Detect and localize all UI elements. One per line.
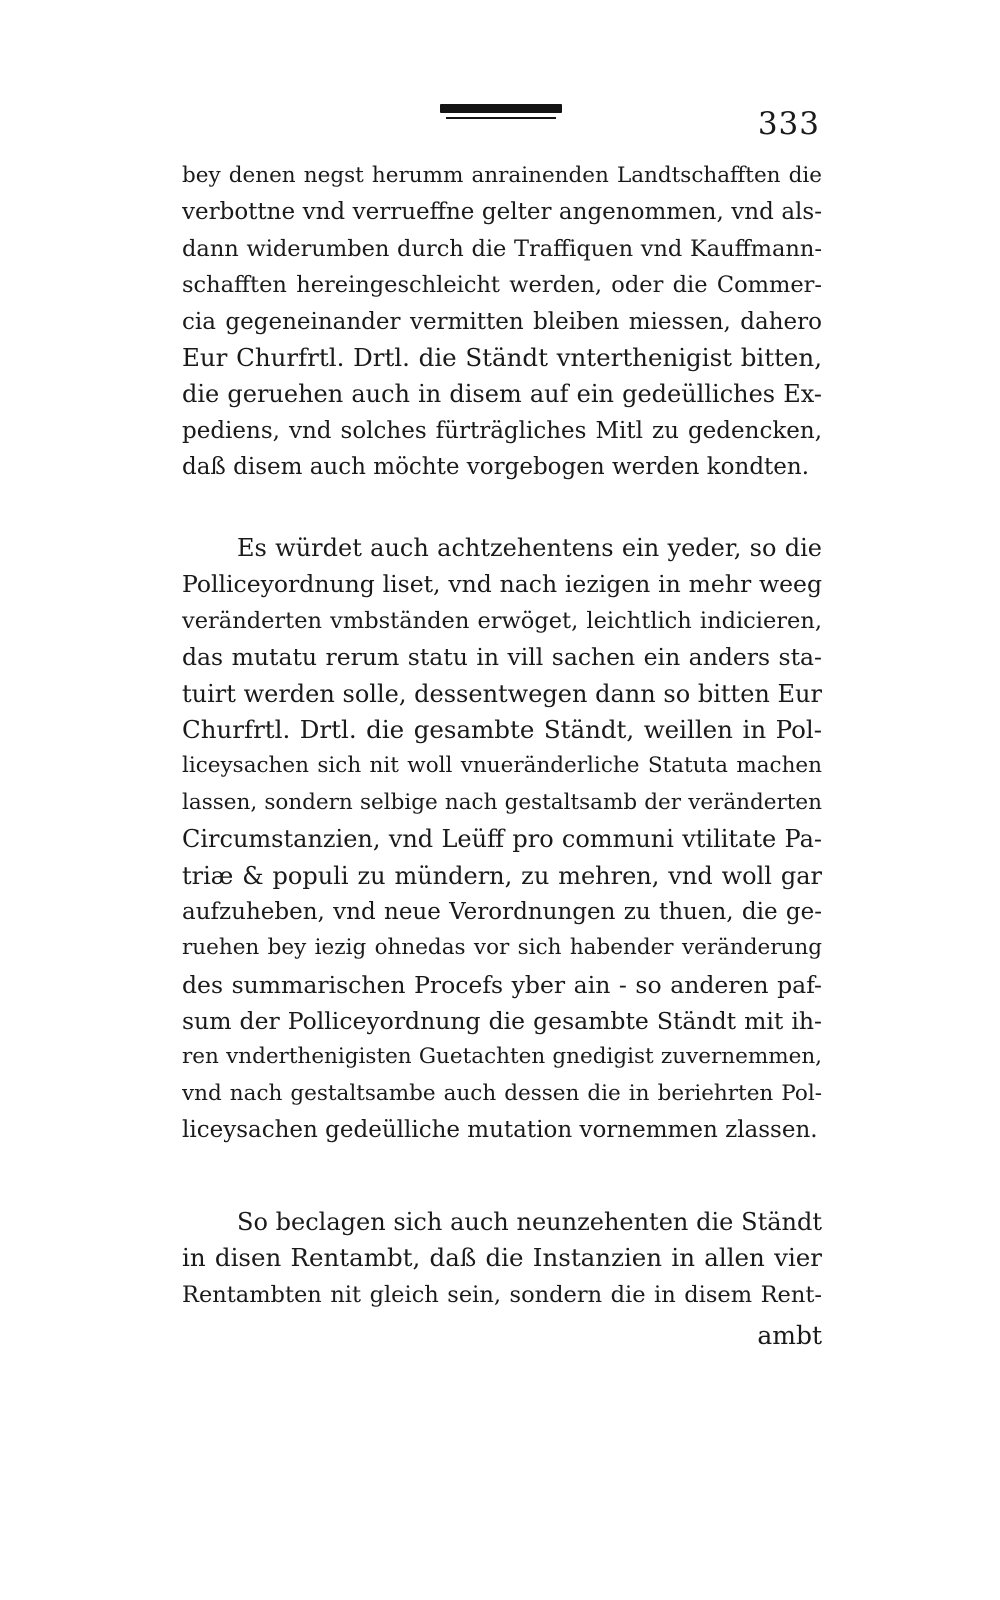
text-line: Polliceyordnung liset, vnd nach iezigen in mehr weeg — [182, 570, 822, 599]
paragraph-3 — [182, 1204, 822, 1313]
text-line: liceysachen sich nit woll vnueränderliche Statuta machen — [182, 753, 822, 779]
text-line: das mutatu rerum statu in vill sachen ein anders sta- — [182, 643, 822, 672]
page-number: 333 — [757, 106, 820, 142]
text-line: schafften hereingeschleicht werden, oder die Commer- — [182, 272, 822, 299]
text-line: pediens, vnd solches fürträgliches Mitl zu gedencken, — [182, 417, 822, 444]
text-line: Eur Churfrtl. Drtl. die Ständt vnterthenigist bitten, — [182, 342, 822, 372]
text-line: sum der Polliceyordnung die gesambte Ständt mit ih- — [182, 1007, 822, 1036]
text-line: Es würdet auch achtzehentens ein yeder, so die — [237, 534, 822, 562]
text-line: vnd nach gestaltsambe auch dessen die in beriehrten Pol- — [182, 1080, 822, 1106]
text-line: in disen Rentambt, daß die Instanzien in allen vier — [182, 1243, 822, 1273]
paragraph-1 — [182, 158, 822, 486]
text-line: tuirt werden solle, dessentwegen dann so bitten Eur — [182, 679, 822, 708]
text-line: die geruehen auch in disem auf ein gedeülliches Ex- — [182, 380, 822, 409]
catchword: ambt — [757, 1321, 822, 1350]
text-line: Rentambten nit gleich sein, sondern die in disem Rent- — [182, 1281, 822, 1308]
text-line: lassen, sondern selbige nach gestaltsamb der veränderten — [182, 789, 822, 815]
text-line: veränderten vmbständen erwöget, leichtlich indicieren, — [182, 607, 822, 634]
text-line: triæ & populi zu mündern, zu mehren, vnd woll gar — [182, 861, 822, 890]
text-line: ren vnderthenigisten Guetachten gnedigist zuvernemmen, — [182, 1044, 822, 1070]
text-line: des summarischen Procefs yber ain - so anderen paf- — [182, 970, 822, 999]
text-line: bey denen negst herumm anrainenden Landtschafften die — [182, 163, 822, 188]
text-line: So beclagen sich auch neunzehenten die Ständt — [237, 1208, 822, 1236]
text-line: Circumstanzien, vnd Leüff pro communi vtilitate Pa- — [182, 825, 822, 854]
header-ornament-rule — [440, 104, 562, 119]
text-line: daß disem auch möchte vorgebogen werden kondten. — [182, 454, 810, 481]
text-line: cia gegeneinander vermitten bleiben miessen, dahero — [182, 308, 822, 335]
paragraph-2 — [182, 530, 822, 1149]
text-line: verbottne vnd verrueffne gelter angenommen, vnd als- — [182, 199, 822, 226]
text-line: aufzuheben, vnd neue Verordnungen zu thuen, die ge- — [182, 898, 822, 925]
text-line: dann widerumben durch die Traffiquen vnd Kauffmann- — [182, 235, 822, 262]
text-line: Churfrtl. Drtl. die gesambte Ständt, weillen in Pol- — [182, 714, 822, 744]
header-rule-thick — [440, 104, 562, 113]
text-line: ruehen bey iezig ohnedas vor sich habender veränderung — [182, 935, 822, 961]
header-rule-thin — [446, 117, 556, 119]
text-line: liceysachen gedeülliche mutation vornemmen zlassen. — [182, 1117, 818, 1144]
